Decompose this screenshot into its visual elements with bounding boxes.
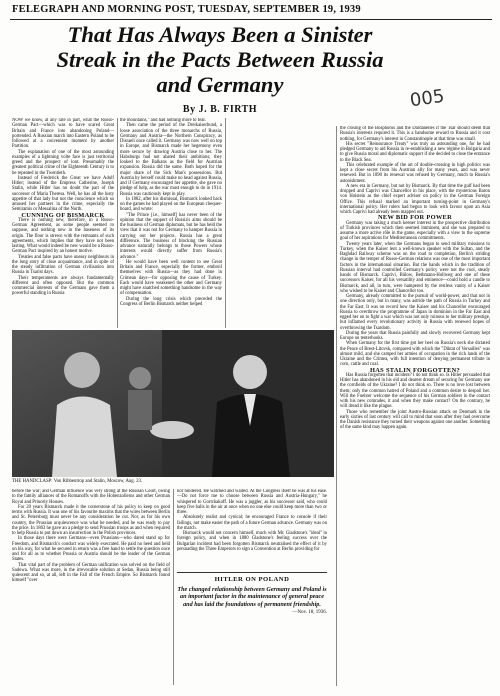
- paragraph: Treaties and false pacts have uneasy neighbours in the long story of close acquaintance, and in spite of the steady infiltration of German civilisation into Russia in Tsarist days.: [12, 254, 114, 276]
- paragraph: His secret "Reinsurance Treaty" was truly an astounding one, for he had pledged Germany to aid Russia in re-establishing a new régime in Bulgaria and to give Russia moral and diplomatic support if she decided to close the entrance to the Black Sea.: [340, 141, 490, 163]
- subheading: NEW BID FOR POWER: [377, 214, 453, 222]
- paragraph: The explanation of one of the most astounding examples of a lightning volte face is just territorial greed and the prospect of loot. Presumably the greatest political crime of the Eighteenth Century is to be repeated in the Twentieth.: [12, 149, 114, 176]
- paragraph: Those who remember the joint Austro-Russian attack on Denmark in the early sixties of last century will call to mind that soon after they had overcome the Danish resistance they turned their weapons against one another. Something of the same kind may happen again.: [340, 409, 490, 431]
- paragraph: That vital part of the problem of German unification was solved on the field of Sadowa. What was more, in the irrevocable solution at Sedan, Russia being still quiescent and so, at all, left in the Fall of the French Empire. So Bismarck found himself "over: [12, 562, 170, 584]
- paragraph: nor hindered. He watched and waited. At the Congress itself he was at his ease.—Do not force me to choose between Russia and Austria-Hungary," he whispered to Gortchakoff. He was a juggler, as his successor said, who could keep five balls in the air at once when no one else could keep more than two or three.: [177, 489, 327, 515]
- article-column-2: [120, 118, 222, 330]
- photo-illustration: [12, 330, 334, 477]
- paragraph: In 1882, after his dismissal, Bismarck looked back on the games he had played on the European chequer-board, and wrote:: [120, 196, 222, 213]
- paragraph: Germany, already committed to the pursuit of world-power, and that not in one direction only, but in many, was astride the path of Russia in Turkey and the Far East. It was on record how the Kaiser and his Chancellor encouraged Russia to overthrow the programme of Japan in dominion in the Far East and egged her on to fight a war which was not only ruinous to her military prestige, but inflamed every revolutionary activity in Russia with renewed hopes of overthrowing the Tsardom.: [340, 294, 490, 331]
- paragraph: A new era in Germany, but not by Bismarck. By that time the gulf had been dropped and Caprivi was Chancellor in his place, with the mysterious Baron von Holstein as the chief expert adviser on policy in the German Foreign Office. This refusal marked an important turning-point in Germany's international policy. Her rulers had begun to look with favour upon an Asia which Caprivi had already been mapped out.: [340, 183, 490, 215]
- paragraph: Instead of Frederick the Great we have Adolf Hitler; instead of the Empress Catherine, Joseph Stalin, while Hitler has no doubt the part of the successor of Maria Theresa. Well, he has all the lusty appetite of that lady but not the conscience which so amused her partners in the crime, especially the Semiramis or Messalina of the North.: [12, 175, 114, 213]
- handwritten-annotation: 005: [408, 85, 446, 112]
- paragraph: In those days there were Germans—even Prussians—who dared stand up for Freedom, and Bismarck's conduct was widely execrated. He paid no heed and held on his way, for what he secured in return was a free hand to settle the question once and for all as to whether Prussia or Austria should be the leader of the German States.: [12, 536, 170, 563]
- masthead-rule: [10, 19, 492, 20]
- paragraph: Absolutely realist and cynical; he encouraged France to console if their failings, not make easier the path of a future German advance. Germany was on the march.: [177, 515, 327, 531]
- quote-date: —Nov. 18, 1936.: [292, 610, 327, 616]
- article-column-lower-2: [177, 489, 327, 571]
- masthead: FELEGRAPH AND MORNING POST, TUESDAY, SEPTEMBER 19, 1939: [12, 4, 361, 15]
- subheading: HAS STALIN FORGOTTEN?: [370, 366, 460, 374]
- paragraph: There is nothing new, therefore, in a Russo-German Agreement, as some people seemed to suppose, and nothing new in the baseness of its origin. The floor is strewn with the remnants of such agreements, which implies that they have not been lasting. What would indeed be new would be a Russo-German Pact inspired by an honest motive.: [12, 217, 114, 255]
- paragraph: During the long crisis which preceded the Congress of Berlin Bismarck neither helped: [120, 296, 222, 307]
- photo-caption: THE HANDCLASP: Von Ribbentrop and Stalin, Moscow, Aug. 23.: [12, 479, 143, 484]
- quote-text: The changed relationship between Germany and Poland is an important factor in the maintenance of general peace and has laid the foundations of permanent friendship.: [177, 586, 327, 608]
- paragraph: He would have been well content to see Great Britain and France, especially the former, embroil themselves with Russia—as they had done in Crimean days—for opposing the cause of Turkey. Each would have weakened the other and Germany might have snatched something handsome in the way of compensation.: [120, 259, 222, 297]
- paragraph: Their temperaments are always fundamentally different and often opposed. But the common commercial interests of the Germans gave them a powerful standing in Russia: [12, 275, 114, 297]
- column-rule: [225, 118, 226, 328]
- byline: By J. B. FIRTH: [182, 104, 258, 115]
- paragraph: Has Russia forgotten that incident? I do not think so. Is Hitler persuaded that Hitler has abandoned in his old and dearest dream of securing for Germany use the cornfields of the Ukraine? I do not think so. There is no love lost between them; only the common hatred of Poland and a common desire to despoil her. Will the Fuehrer welcome the sequence of his German soldiers in the contact with his new comrades, it and when they make contact? On the contrary, he will dread it like the plague.: [340, 372, 490, 410]
- paragraph: When Germany for the first time got her heel on Russia's neck she dictated the Peace of Brest-Litovsk, compared with which the "Diktat of Versailles" was almost mild, and she camped her armies of occupation in the rich lands of the Ukraine and the Crimea, with full intention of denying permanent tribute in corn, cattle and coal.: [340, 341, 490, 368]
- quote-box-title: HITLER ON POLAND: [177, 572, 327, 583]
- paragraph: Twenty years later, when the Germans began to send military missions to Turkey, when the Kaiser lent a well-known speaker with the Sultan, and the Baghdad Railway scheme was on the road to completion, Berlin's striding change in the temper of Russo-German relations was one of the most important factors in the international situation. But the hands which in the tradition of Russian interval had controlled Germany's policy were not the cool, steady hands of Bismarck. Caprivi, Bülow, Bethmann-Hollweg and one of these successors Kaiser, for all his versatility and eminence—could hold a candle to Bismarck, and all, in turn, were hampered by the restless vanity of a Kaiser who wished to be Kaiser and Chancellor too.: [340, 241, 490, 294]
- article-column-lower-1: [12, 489, 170, 689]
- paragraph: This celebrated example of the art of double-crossing in high politics was kept a close secret from his Austrian ally for many years, and was never renewed. But in 1890 its renewal was refused by Germany, much to Russia's astonishment.: [340, 162, 490, 184]
- column-rule: [173, 489, 174, 685]
- article-column-1: [12, 118, 114, 330]
- paragraph: "The Prince [i.e., himself] has never been of the opinion that the support of Russia's aims should be the business of German diplomats, but he has held the view that it was not for Germany to hamper Russia in carrying out her projects. Russia has a great difference. The business of blocking the Russian advance naturally belongs to those Powers whose interests would directly suffer from Russia's advance.": [120, 212, 222, 260]
- paragraph: During the years that Russia painfully and slowly recovered Germany kept Europe on tenterhooks.: [340, 330, 490, 341]
- paragraph: the mountains," and had nothing more to fear.: [120, 118, 206, 123]
- paragraph: Bismarck would not concern himself, much with Mr. Gladstone's "ideal" in foreign policy, and when in 1880 Gladstone's feeling success over the Bulgarian incident had been forgotten Bismarck neutralised the effect of it by persuading the Three Emperors to sign a Convention at Berlin providing for: [177, 531, 327, 552]
- news-photo: [12, 330, 334, 477]
- column-rule: [336, 126, 337, 686]
- paragraph: the closing of the Bosphorus and the Dardanelles if the Tsar should deem that Russia's interests required it. This is a handsome reward to Russia and it cost nothing, for Germany's interest in Constantinople at that time was small.: [340, 126, 490, 142]
- article-column-3: [340, 126, 490, 692]
- hitler-quote-box: [177, 572, 327, 672]
- headline: That Has Always Been a Sinister Streak in the Pacts Between Russia and Germany: [56, 22, 384, 97]
- column-rule: [117, 118, 118, 328]
- paragraph: Germany was taking a much keener interest in the prospective distribution of Turkish provinces which then seemed imminent, and she was prepared to assume a more active rôle in the game, especially with a view to the supreme goal of her aspirations for Mediterranean commitments.: [340, 220, 490, 242]
- paragraph: For 20 years Bismarck made it the cornerstone of his policy to keep on good terms with Russia. It was one of his favourite maxims that the wires between Berlin and St. Petersburg must never be any consideration be cut. Nor, as for his own country, the Prussian acquiescence was what he needed, and he was ready to pay the price. In 1863 he gave an a pledge to send Prussian troops as and when required to help Russia to put down an insurrection in the Polish provinces.: [12, 504, 170, 536]
- paragraph: NOW we know, at any rate in part, what the Russo-German Pact—which was to have scared Great Britain and France into abandoning Poland—portended. A Russian march into Eastern Poland to be followed at a convenient moment by another Partition.: [12, 118, 114, 150]
- paragraph: before the war; and German influence was very strong at the Russian Court, owing to the family alliances of the Romanoffs with the Hohenzollerns and other German Royal and Princely Houses.: [12, 489, 170, 505]
- paragraph: Then came the period of the Dreikaiserbund, a loose association of the three monarchs of Russia, Germany and Austria—the Northern Conspiracy, as Disraeli once called it. Germany was now well on top in Europe, and Bismarck made her hegemony even more secure by drawing Austria close to her. The Habsburgs had not abated their ambitions; they looked to the Balkans as the field for Austrian expansion. Russia did the same. Both hoped for the major share of the Sick Man's possessions. But Austria by herself could make no head against Russia, and if Germany encouraged her appetite, she gave no pledge of help, as the war must enough to do in 1914. Russia was cautiously kept in play.: [120, 123, 222, 197]
- subheading: CUNNING OF BISMARCK: [21, 211, 105, 219]
